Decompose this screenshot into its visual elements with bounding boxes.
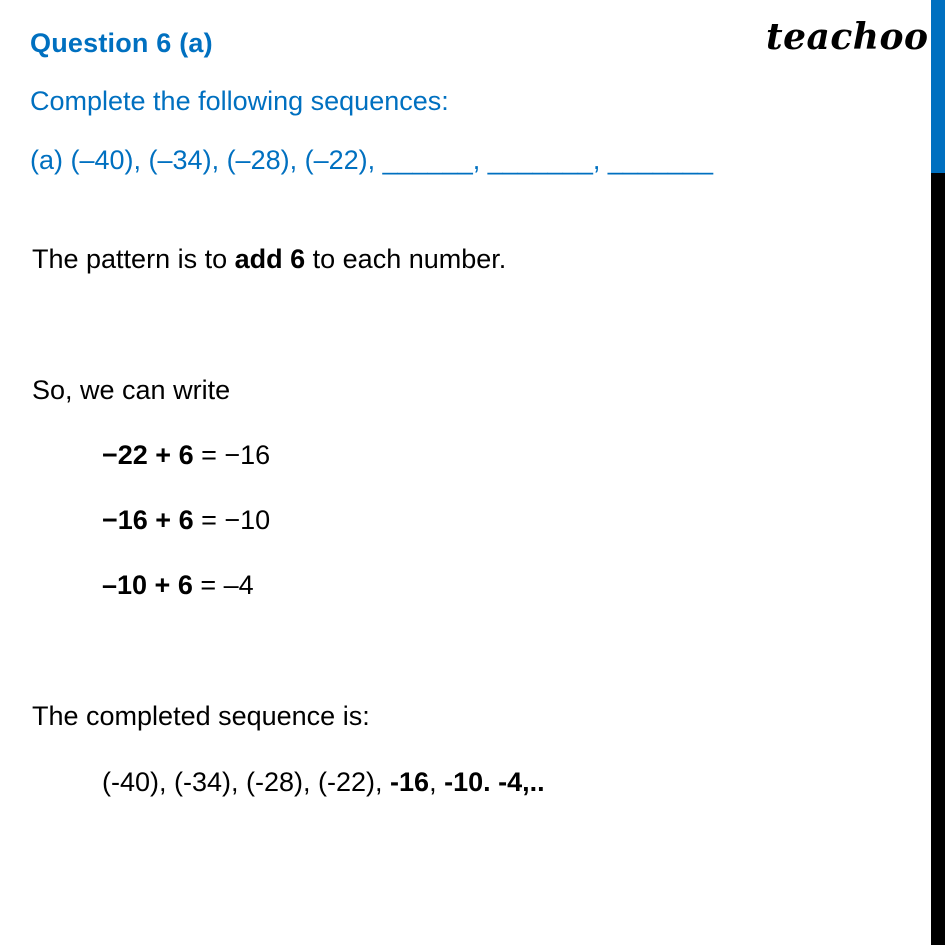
equation-3 <box>102 570 254 601</box>
sequence-answer-1: -16 <box>390 767 430 797</box>
sequence-given: (-40), (-34), (-28), (-22), <box>102 767 391 797</box>
equation-lhs: −22 + 6 <box>102 440 194 470</box>
side-bar <box>931 0 945 945</box>
question-instruction: Complete the following sequences: <box>30 86 449 116</box>
sequence-answer-rest: -10. -4,.. <box>444 767 545 797</box>
conclusion-label: The completed sequence is: <box>32 701 370 731</box>
completed-sequence <box>102 767 545 798</box>
equation-lhs: –10 + 6 <box>102 570 193 600</box>
pattern-suffix: to each number. <box>305 244 507 274</box>
question-title: Question 6 (a) <box>30 28 213 58</box>
teachoo-logo: teachoo <box>766 16 929 58</box>
pattern-statement <box>32 244 506 275</box>
sequence-separator: , <box>429 767 445 797</box>
pattern-prefix: The pattern is to <box>32 244 235 274</box>
equation-rhs: = −16 <box>193 440 271 470</box>
pattern-bold: add 6 <box>234 244 306 274</box>
equation-lhs: −16 + 6 <box>102 505 194 535</box>
equation-2 <box>102 505 270 536</box>
equation-1 <box>102 440 270 471</box>
equation-rhs: = −10 <box>193 505 271 535</box>
solution-intro: So, we can write <box>32 375 231 405</box>
side-bar-accent <box>931 0 945 173</box>
question-sequence: (a) (–40), (–34), (–28), (–22), ______, _______, _______ <box>30 145 713 175</box>
equation-rhs: = –4 <box>192 570 254 600</box>
